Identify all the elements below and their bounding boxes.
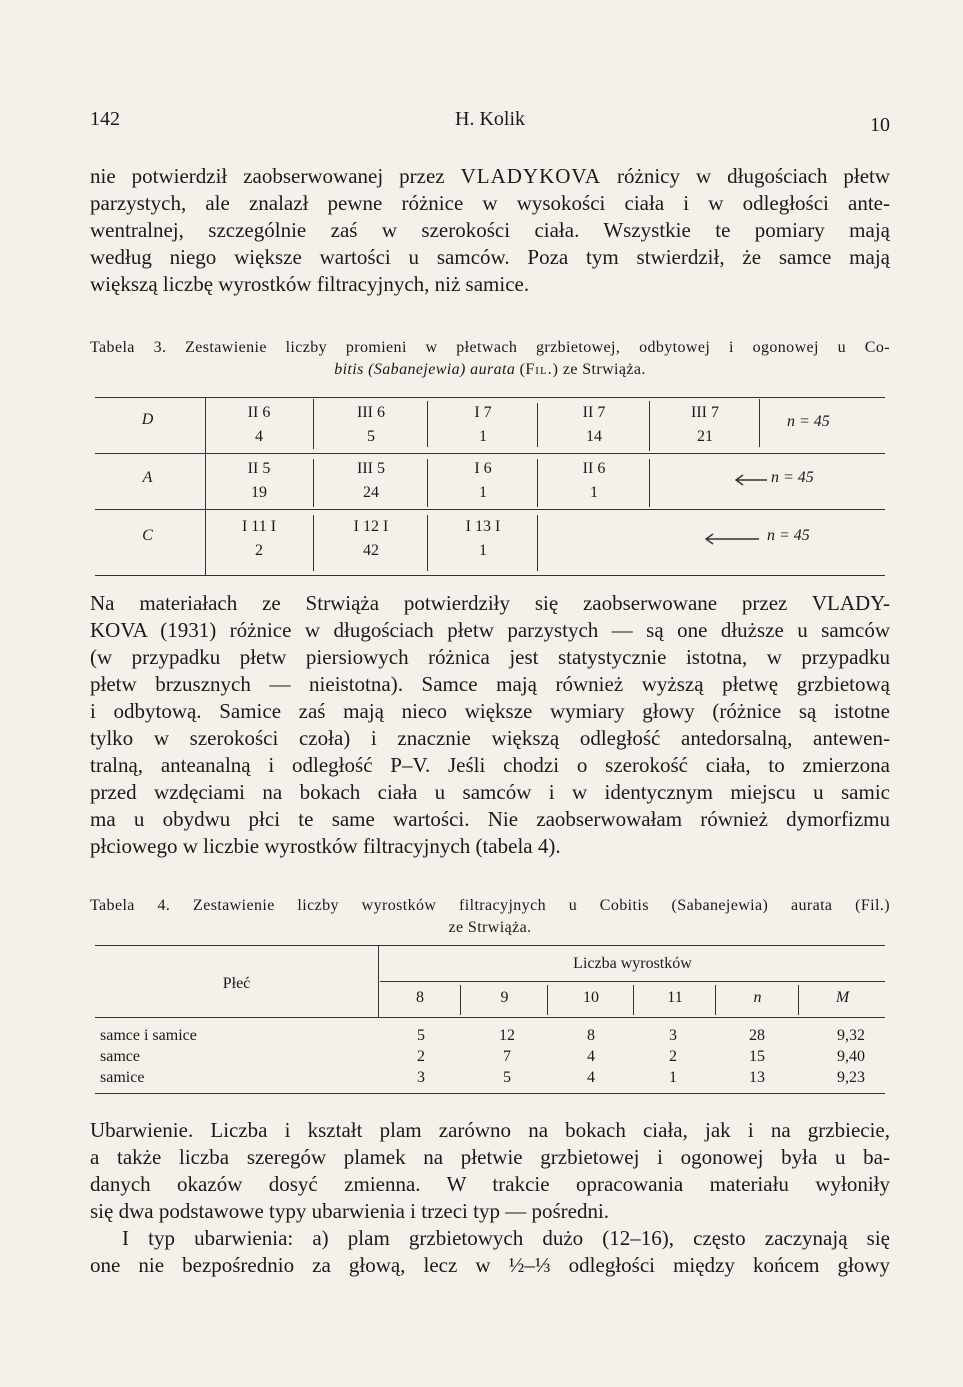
running-number: 10 <box>870 114 890 136</box>
text-line: przed wzdęciami na bokach ciała u samców i w identycznym miejscu u samic <box>90 780 890 804</box>
text-line: KOVA (1931) różnice w długościach płetw parzystych — są one dłuższe u samców <box>90 618 890 642</box>
left-arrow-icon <box>703 532 761 546</box>
row-name: samce i samice <box>100 1027 197 1044</box>
table-cell: 1 <box>669 1069 677 1086</box>
text-line: według niego większe wartości u samców. Poza tym stwierdził, że samce mają <box>90 245 890 269</box>
table-4 <box>95 945 885 1095</box>
paragraph-2 <box>90 590 890 860</box>
text-line: danych okazów dosyć zmienna. W trakcie opracowania materiału wyłoniły <box>90 1172 890 1196</box>
text-line: (w przypadku płetw piersiowych różnica jest statystycznie istotna, w przypadku <box>90 645 890 669</box>
row-name: samce <box>100 1048 140 1065</box>
text-line: wentralnej, szczególnie zaś w szerokości ciała. Wszystkie te pomiary mają <box>90 218 890 242</box>
text-line: i odbytową. Samice zaś mają nieco większe wymiary głowy (różnice są istotne <box>90 699 890 723</box>
text-line: płciowego w liczbie wyrostków filtracyjnych (tabela 4). <box>90 834 561 858</box>
text-line: się dwa podstawowe typy ubarwienia i trzeci typ — pośredni. <box>90 1199 610 1223</box>
column-group-header: Liczba wyrostków <box>573 955 692 972</box>
table-cell: 9,32 <box>837 1027 865 1044</box>
column-header-plec: Płeć <box>222 975 251 992</box>
table-3 <box>95 397 885 577</box>
text-line: nie potwierdził zaobserwowanej przez VLADYKOVA różnicy w długościach płetw <box>90 164 891 188</box>
table-cell: I 11 I 2 <box>241 518 277 559</box>
table-cell: II 5 19 <box>247 460 271 501</box>
n-label: n = 45 <box>771 469 814 486</box>
text-line: parzystych, ale znalazł pewne różnice w wysokości ciała i w odległości ante- <box>90 191 890 215</box>
text-line: one nie bezpośrednio za głową, lecz w ½–⅓ odległości między końcem głowy <box>90 1253 890 1277</box>
table-cell: III 7 21 <box>691 404 719 445</box>
table-cell: 3 <box>669 1027 677 1044</box>
table-cell: 4 <box>587 1069 595 1086</box>
column-header: 11 <box>667 989 683 1006</box>
text-line: Ubarwienie. Liczba i kształt plam zarówno na bokach ciała, jak i na grzbiecie, <box>90 1118 890 1142</box>
page-number: 142 <box>90 108 120 130</box>
text-line: płetw brzusznych — nieistotna). Samce mają również wyższą płetwę grzbietową <box>90 672 890 696</box>
table-cell: 13 <box>749 1069 765 1086</box>
column-header: n <box>753 989 762 1006</box>
paragraph-3 <box>90 1117 890 1279</box>
table-cell: I 13 I 1 <box>465 518 501 559</box>
column-header: 8 <box>416 989 424 1006</box>
n-label: n = 45 <box>787 413 830 430</box>
row-label-a: A <box>142 469 153 486</box>
text-line: ma u obydwu płci te same wartości. Nie zaobserwowałam również dymorfizmu <box>90 807 890 831</box>
table-rule <box>95 397 885 398</box>
table-cell: I 7 1 <box>474 404 492 445</box>
text-line: Na materiałach ze Strwiąża potwierdziły się zaobserwowane przez VLADY- <box>90 591 890 615</box>
table-cell: 4 <box>587 1048 595 1065</box>
table-cell: 12 <box>499 1027 515 1044</box>
table-cell: 8 <box>587 1027 595 1044</box>
table-rule <box>95 575 885 576</box>
table-cell: 28 <box>749 1027 765 1044</box>
table-cell: 7 <box>503 1048 511 1065</box>
table-cell: 5 <box>503 1069 511 1086</box>
table-cell: III 6 5 <box>357 404 385 445</box>
table-cell: I 12 I 42 <box>353 518 389 559</box>
text-line: a także liczba szeregów plamek na płetwie grzbietowej i ogonowej była u ba- <box>90 1145 890 1169</box>
paragraph-1 <box>90 163 890 298</box>
text-line: tralną, anteanalną i odległość P–V. Jeśli chodzi o szerokość ciała, to zmierzona <box>90 753 890 777</box>
table-cell: II 7 14 <box>582 404 606 445</box>
table-cell: 5 <box>417 1027 425 1044</box>
left-arrow-icon <box>733 473 769 487</box>
row-name: samice <box>100 1069 145 1086</box>
column-header: M <box>835 989 850 1006</box>
table-cell: 2 <box>417 1048 425 1065</box>
table-rule <box>95 453 885 454</box>
n-label: n = 45 <box>767 527 810 544</box>
row-label-d: D <box>141 411 154 428</box>
table-cell: II 6 1 <box>582 460 606 501</box>
table-4-caption: Tabela 4. Zestawienie liczby wyrostków filtracyjnych u Cobitis (Sabanejewia) aurata (Fil.) ze Strwiąża. <box>90 897 890 936</box>
column-header: 10 <box>583 989 599 1006</box>
table-cell: 15 <box>749 1048 765 1065</box>
text-line: tylko w szerokości czoła) i znacznie większą odległość antedorsalną, antewen- <box>90 726 890 750</box>
table-rule <box>95 509 885 510</box>
table-cell: 2 <box>669 1048 677 1065</box>
table-cell: I 6 1 <box>474 460 492 501</box>
table-cell: 9,23 <box>837 1069 865 1086</box>
table-cell: 9,40 <box>837 1048 865 1065</box>
text-line: I typ ubarwienia: a) plam grzbietowych dużo (12–16), często zaczynają się <box>122 1226 890 1250</box>
table-cell: 3 <box>417 1069 425 1086</box>
row-label-c: C <box>142 527 153 544</box>
table-3-caption: Tabela 3. Zestawienie liczby promieni w płetwach grzbietowej, odbytowej i ogonowej u Co- bitis (Sabanejewia) aurata (Fil.) ze Strwiąża. <box>90 339 890 378</box>
page-header <box>90 108 890 138</box>
table-cell: III 5 24 <box>357 460 385 501</box>
running-author: H. Kolik <box>455 108 525 130</box>
text-line: większą liczbę wyrostków filtracyjnych, niż samice. <box>90 272 530 296</box>
column-header: 9 <box>500 989 509 1006</box>
table-cell: II 6 4 <box>247 404 271 445</box>
